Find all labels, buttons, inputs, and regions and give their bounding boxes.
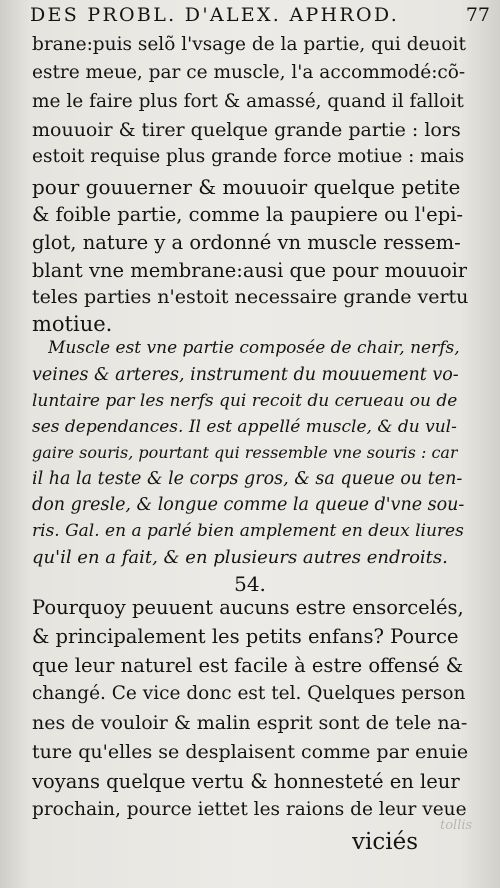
text-line: que leur naturel est facile à estre offensé & bbox=[32, 654, 464, 677]
text-line: motiue. bbox=[32, 312, 113, 336]
note-line: gaire souris, pourtant qui ressemble vne souris : car bbox=[32, 443, 458, 462]
note-line: luntaire par les nerfs qui recoit du cerueau ou de bbox=[32, 391, 458, 411]
note-line: Muscle est vne partie composée de chair, nerfs, bbox=[48, 338, 460, 358]
text-line: & foible partie, comme la paupiere ou l'epi- bbox=[32, 203, 464, 226]
text-line: nes de vouloir & malin esprit sont de tele na- bbox=[32, 712, 468, 734]
note-line: veines & arteres, instrument du mouuement vo- bbox=[32, 365, 459, 385]
note-line: don gresle, & longue comme la queue d'vne sou- bbox=[32, 495, 465, 515]
text-line: estre meue, par ce muscle, l'a accommodé:cõ- bbox=[32, 62, 466, 83]
text-line: mouuoir & tirer quelque grande partie : lors bbox=[32, 119, 461, 141]
text-line: prochain, pource iettet les raions de leur veue bbox=[32, 799, 467, 820]
text-line: brane:puis selõ l'vsage de la partie, qui deuoit bbox=[32, 34, 466, 55]
text-line: me le faire plus fort & amassé, quand il falloit bbox=[32, 91, 464, 112]
show-through-text: tollis bbox=[440, 818, 473, 833]
note-line: il ha la teste & le corps gros, & sa queue ou ten- bbox=[32, 469, 463, 489]
catchword: viciés bbox=[352, 829, 419, 855]
running-head: DES PROBL. D'ALEX. APHROD. bbox=[30, 4, 400, 26]
text-line: pour gouuerner & mouuoir quelque petite bbox=[32, 175, 461, 199]
text-line: changé. Ce vice donc est tel. Quelques person bbox=[32, 683, 466, 704]
section-number: 54. bbox=[234, 572, 266, 596]
text-line: Pourquoy peuuent aucuns estre ensorcelés, bbox=[32, 596, 464, 619]
text-line: ture qu'elles se desplaisent comme par enuie bbox=[32, 741, 468, 763]
note-line: ris. Gal. en a parlé bien amplement en deux liures bbox=[32, 521, 464, 541]
page-header bbox=[30, 4, 490, 30]
text-line: voyans quelque vertu & honnesteté en leur bbox=[32, 770, 460, 793]
text-line: blant vne membrane:ausi que pour mouuoir bbox=[32, 259, 468, 282]
text-line: glot, nature y a ordonné vn muscle ressem- bbox=[32, 231, 461, 254]
note-line: qu'il en a fait, & en plusieurs autres endroits. bbox=[32, 547, 448, 568]
page-number: 77 bbox=[465, 4, 490, 26]
text-line: teles parties n'estoit necessaire grande vertu bbox=[32, 286, 468, 308]
text-line: estoit requise plus grande force motiue : mais bbox=[32, 146, 465, 167]
note-line: ses dependances. Il est appellé muscle, & du vul- bbox=[32, 417, 457, 437]
text-line: & principalement les petits enfans? Pource bbox=[32, 625, 459, 648]
